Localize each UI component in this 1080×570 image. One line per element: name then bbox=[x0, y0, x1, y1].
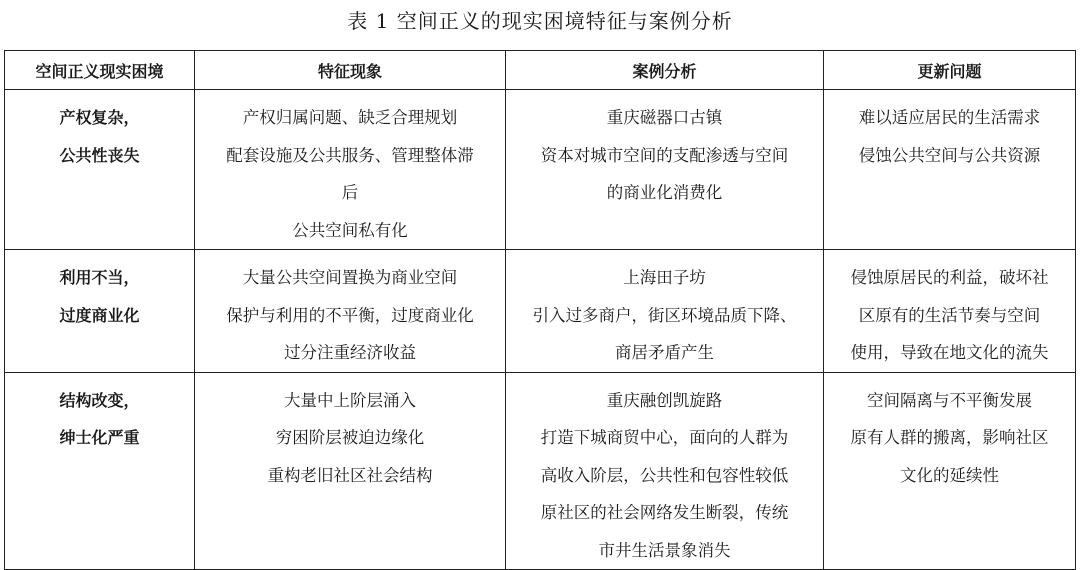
cases-cell bbox=[506, 250, 824, 373]
issues-cell bbox=[824, 90, 1076, 250]
feature-line: 保护与利用的不平衡，过度商业化 bbox=[226, 305, 474, 325]
condition-cell bbox=[5, 90, 195, 250]
case-line: 原社区的社会网络发生断裂，传统 bbox=[540, 503, 789, 522]
case-line: 的商业化消费化 bbox=[606, 183, 723, 202]
header-cases: 案例分析 bbox=[506, 51, 824, 90]
feature-line: 穷困阶层被迫边缘化 bbox=[275, 428, 425, 447]
case-line: 重庆磁器口古镇 bbox=[606, 108, 723, 127]
issue-line: 文化的延续性 bbox=[900, 465, 999, 485]
feature-line: 公共空间私有化 bbox=[292, 220, 408, 240]
case-line: 高收入阶层，公共性和包容性较低 bbox=[540, 465, 789, 485]
features-cell bbox=[195, 250, 506, 373]
features-cell bbox=[195, 372, 506, 570]
features-cell bbox=[195, 90, 506, 250]
table-header-row bbox=[5, 51, 1076, 90]
table-caption: 表 1 空间正义的现实困境特征与案例分析 bbox=[347, 9, 733, 33]
condition-line: 绅士化严重 bbox=[59, 428, 140, 447]
issue-line: 原有人群的搬离，影响社区 bbox=[850, 428, 1049, 447]
feature-line: 大量公共空间置换为商业空间 bbox=[242, 268, 458, 287]
condition-line: 利用不当， bbox=[59, 268, 140, 287]
case-line: 市井生活景象消失 bbox=[598, 540, 731, 560]
case-line: 资本对城市空间的支配渗透与空间 bbox=[540, 145, 789, 165]
feature-line: 后 bbox=[341, 183, 359, 202]
case-line: 引入过多商户，街区环境品质下降、 bbox=[532, 305, 797, 325]
table-row bbox=[5, 372, 1076, 570]
feature-line: 过分注重经济收益 bbox=[284, 343, 416, 362]
case-line: 商居矛盾产生 bbox=[615, 343, 714, 362]
analysis-table bbox=[4, 50, 1076, 570]
condition-cell bbox=[5, 372, 195, 570]
cases-cell bbox=[506, 90, 824, 250]
issue-line: 侵蚀原居民的利益，破坏社 bbox=[850, 268, 1049, 287]
feature-line: 大量中上阶层涌入 bbox=[284, 390, 416, 410]
issue-line: 区原有的生活节奏与空间 bbox=[858, 305, 1041, 325]
issue-line: 使用，导致在地文化的流失 bbox=[850, 343, 1049, 362]
header-issues: 更新问题 bbox=[824, 51, 1076, 90]
case-line: 打造下城商贸中心，面向的人群为 bbox=[540, 428, 789, 447]
header-features: 特征现象 bbox=[195, 51, 506, 90]
condition-line: 公共性丧失 bbox=[59, 145, 140, 165]
issue-line: 侵蚀公共空间与公共资源 bbox=[858, 145, 1041, 165]
issues-cell bbox=[824, 372, 1076, 570]
feature-line: 重构老旧社区社会结构 bbox=[267, 465, 433, 485]
table-row bbox=[5, 90, 1076, 250]
feature-line: 产权归属问题、缺乏合理规划 bbox=[242, 108, 458, 127]
condition-line: 产权复杂， bbox=[59, 108, 140, 127]
feature-line: 配套设施及公共服务、管理整体滞 bbox=[226, 145, 474, 165]
table-row bbox=[5, 250, 1076, 373]
issue-line: 难以适应居民的生活需求 bbox=[858, 108, 1041, 127]
header-condition: 空间正义现实困境 bbox=[5, 51, 195, 90]
cases-cell bbox=[506, 372, 824, 570]
issue-line: 空间隔离与不平衡发展 bbox=[867, 390, 1032, 410]
condition-line: 结构改变， bbox=[59, 390, 140, 410]
case-line: 重庆融创凯旋路 bbox=[606, 390, 723, 410]
condition-line: 过度商业化 bbox=[59, 305, 140, 325]
case-line: 上海田子坊 bbox=[623, 268, 706, 287]
issues-cell bbox=[824, 250, 1076, 373]
condition-cell bbox=[5, 250, 195, 373]
